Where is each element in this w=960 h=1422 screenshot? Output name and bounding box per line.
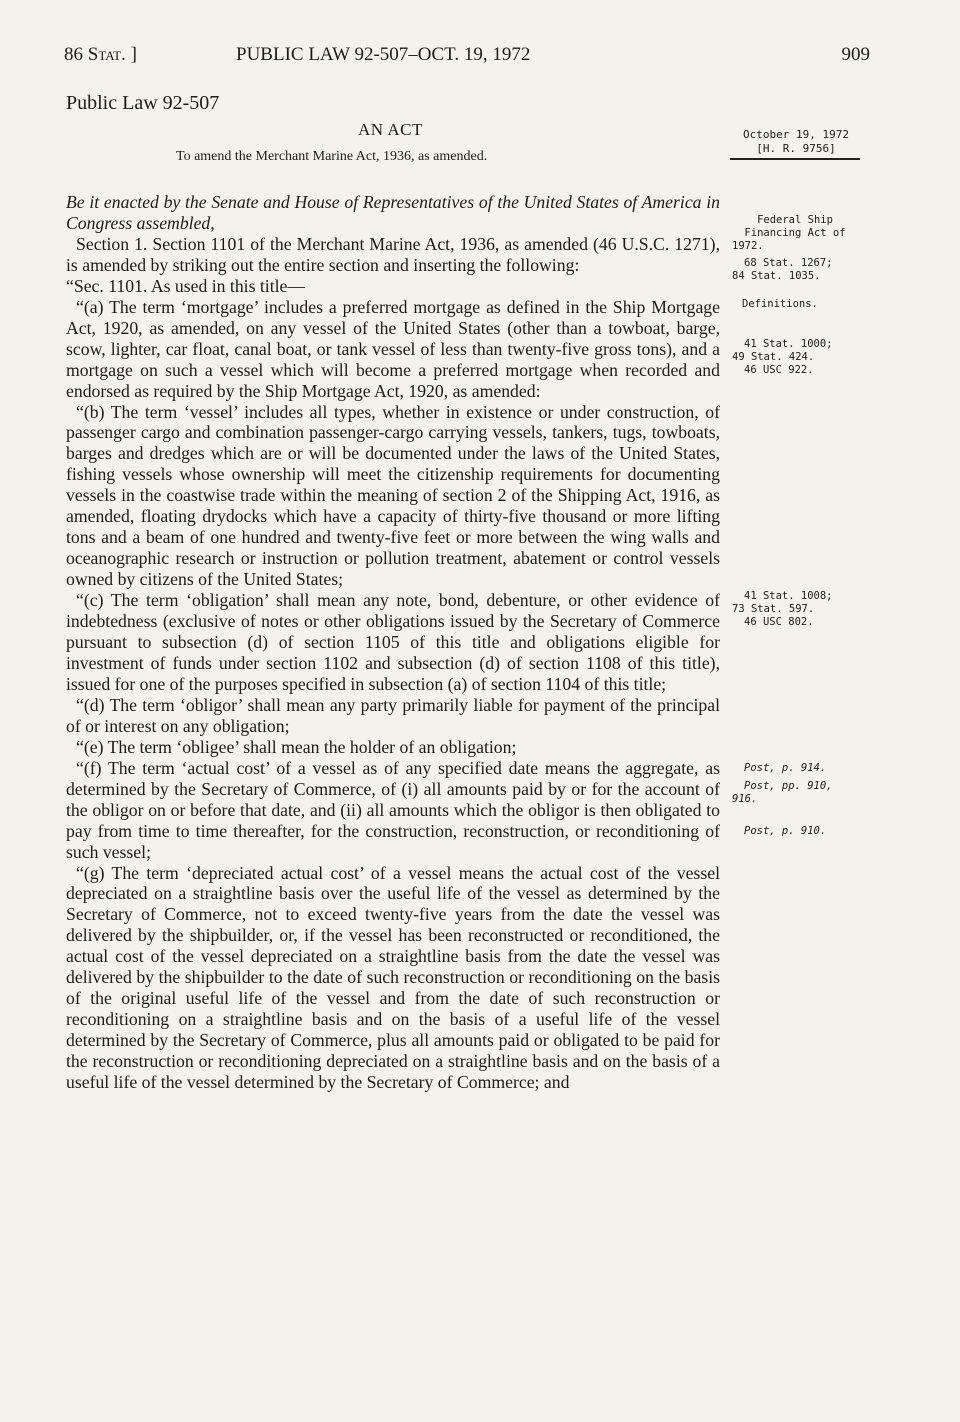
margin-note-definitions: Definitions. bbox=[742, 298, 818, 310]
definition-g-depreciated-actual-cost: “(g) The term ‘depreciated actual cost’ of a vessel means the actual cost of the vessel depreciated on a straightline basis over the useful life of the vessel as determined by the Secretary of Commerce, not to exceed twenty-five years from the date the vessel was delivered by the shipbuilder, or, if the vessel has been reconstructed or reconditioned, the actual cost of the vessel depreciated on a straightline basis from the date the vessel was delivered by the shipbuilder to the date of such reconstruction or reconditioning on the basis of the original useful life of the vessel and from the date of such reconstruction or reconditioning on a straightline basis and on the basis of a useful life of the vessel determined by the Secretary of Commerce, plus all amounts paid or obligated to be paid for the reconstruction or reconditioning depreciated on a straightline basis and on the basis of a useful life of the vessel determined by the Secretary of Commerce; and bbox=[66, 862, 720, 1093]
header-law-title: PUBLIC LAW 92-507–OCT. 19, 1972 bbox=[236, 44, 531, 65]
margin-note-short-title: Federal Ship Financing Act of 1972. bbox=[732, 214, 846, 252]
running-header bbox=[64, 44, 870, 70]
definition-e-obligee: “(e) The term ‘obligee’ shall mean the holder of an obligation; bbox=[76, 736, 517, 757]
section-1-paragraph: Section 1. Section 1101 of the Merchant Marine Act, 1936, as amended (46 U.S.C. 1271), is amended by striking out the entire section and inserting the following: bbox=[66, 233, 720, 275]
section-1101-heading: “Sec. 1101. As used in this title— bbox=[66, 275, 306, 296]
margin-note-stat-refs: 68 Stat. 1267; 84 Stat. 1035. bbox=[732, 257, 833, 282]
margin-note-ship-mortgage-refs: 41 Stat. 1000; 49 Stat. 424. 46 USC 922. bbox=[732, 338, 833, 376]
enactment-date: October 19, 1972 bbox=[743, 128, 849, 141]
definition-b-vessel: “(b) The term ‘vessel’ includes all types, whether in existence or under construction, of passenger cargo and combination passenger-cargo carrying vessels, tankers, tugs, towboats, barges and dredges which are or will be documented under the laws of the United States, fishing vessels whose ownership will meet the citizenship requirements for documenting vessels in the coastwise trade within the meaning of section 2 of the Shipping Act, 1916, as amended, floating drydocks which have a capacity of thirty-five thousand or more lifting tons and a beam of one hundred and twenty-five feet or more between the wing walls and oceanographic research or instruction or pollution treatment, abatement or control vessels owned by citizens of the United States; bbox=[66, 401, 720, 590]
act-purpose: To amend the Merchant Marine Act, 1936, as amended. bbox=[176, 149, 488, 164]
margin-note-post-910: Post, p. 910. bbox=[744, 825, 827, 837]
definition-f-actual-cost: “(f) The term ‘actual cost’ of a vessel as of any specified date means the aggregate, as determined by the Secretary of Commerce, of (i) all amounts paid by or for the account of the obligor on or before that date, and (ii) all amounts which the obligor is then obligated to pay from time to time thereafter, for the construction, reconstruction, or reconditioning of such vessel; bbox=[66, 757, 720, 862]
date-divider bbox=[730, 158, 860, 160]
margin-note-shipping-act-refs: 41 Stat. 1008; 73 Stat. 597. 46 USC 802. bbox=[732, 590, 833, 628]
act-heading: AN ACT bbox=[358, 120, 423, 139]
bill-number: [H. R. 9756] bbox=[756, 142, 836, 155]
act-body bbox=[66, 192, 720, 1093]
definition-c-obligation: “(c) The term ‘obligation’ shall mean any note, bond, debenture, or other evidence of indebtedness (exclusive of notes or other obligations issued by the Secretary of Commerce pursuant to subsection (d) of section 1105 of this title and obligations eligible for investment of funds under section 1102 and subsection (d) of section 1108 of this title), issued for one of the purposes specified in subsection (a) of section 1104 of this title; bbox=[66, 590, 720, 694]
margin-note-post-914: Post, p. 914. bbox=[744, 762, 827, 774]
page-number: 909 bbox=[841, 44, 870, 65]
definition-a-mortgage: “(a) The term ‘mortgage’ includes a preferred mortgage as defined in the Ship Mortgage Act, 1920, as amended, on any vessel of the United States (other than a towboat, barge, scow, lighter, car float, canal boat, or tank vessel of less than twenty-five gross tons), and a mortgage on such a vessel which will become a preferred mortgage when recorded and endorsed as required by the Ship Mortgage Act, 1920, as amended: bbox=[66, 296, 720, 401]
definition-d-obligor: “(d) The term ‘obligor’ shall mean any party primarily liable for payment of the principal of or interest on any obligation; bbox=[66, 694, 720, 736]
enacting-clause: Be it enacted by the Senate and House of Representatives of the United States of America in Congress assembled, bbox=[66, 192, 720, 233]
header-stat-ref: 86 Stat. ] bbox=[64, 44, 137, 65]
margin-note-post-910-916: Post, pp. 910, 916. bbox=[732, 780, 833, 805]
date-box bbox=[732, 128, 860, 156]
public-law-title: Public Law 92-507 bbox=[66, 92, 220, 114]
